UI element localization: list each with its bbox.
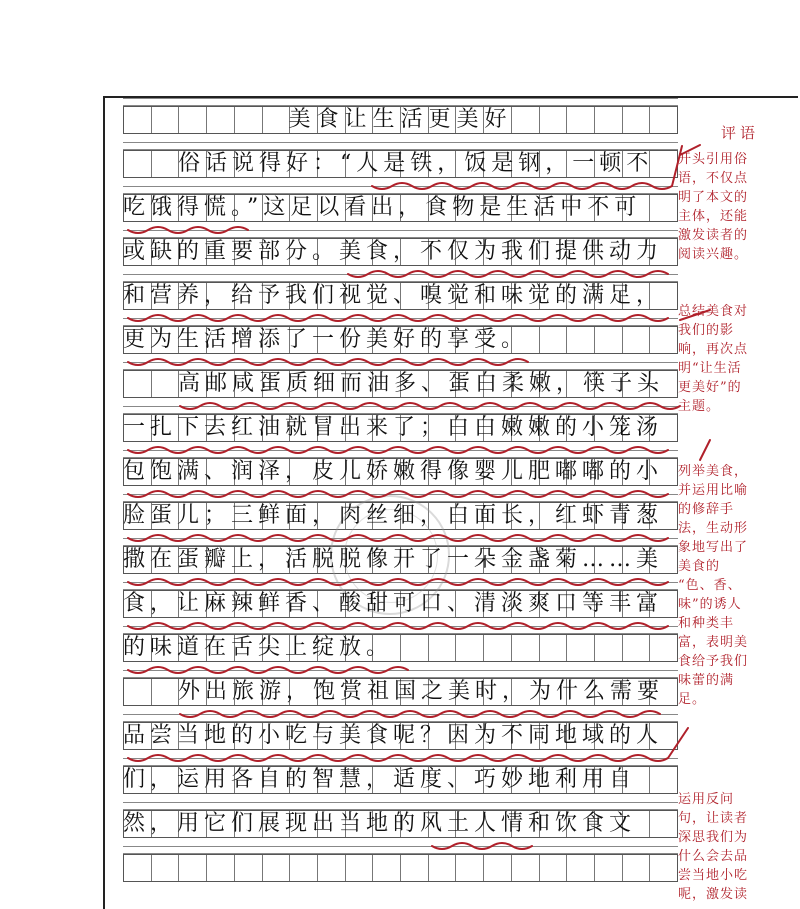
comment-line: 主体，还能 (678, 209, 749, 224)
comment-line: 主题。 (678, 399, 721, 414)
essay-line: 或缺的重要部分。美食，不仅为我们提供动力 (123, 239, 664, 264)
essay-line: 包饱满、润泽，皮儿娇嫩得像婴儿肥嘟嘟的小 (123, 459, 664, 484)
comment-line: 富，表明美 (678, 635, 749, 650)
comment-line: 和种类丰 (678, 616, 735, 631)
comment-block-summary (678, 302, 796, 416)
essay-line: 食，让麻辣鲜香、酸甜可口、清淡爽口等丰富 (123, 591, 664, 616)
comment-line: 总结美食对 (678, 304, 749, 319)
comment-heading: 评语 (720, 124, 759, 142)
essay-line: 撒在蛋瓣上，活脱脱像开了一朵金盏菊……美 (123, 547, 664, 572)
essay-line: 一扎下去红油就冒出来了；白白嫩嫩的小笼汤 (123, 415, 664, 440)
comment-block-food-list (678, 462, 796, 709)
essay-line: 的味道在舌尖上绽放。 (123, 635, 394, 660)
comment-block-rhetorical (678, 790, 796, 904)
comment-line: 句，让读者 (678, 811, 749, 826)
essay-title: 美食让生活更美好 (288, 107, 513, 132)
comment-line: 呢，激发读 (678, 887, 749, 902)
essay-line: 品尝当地的小吃与美食呢？因为不同地域的人 (123, 723, 664, 748)
comment-line: 象地写出了 (678, 540, 749, 555)
essay-line: 们，运用各自的智慧，适度、巧妙地利用自 (123, 767, 637, 792)
essay-line: 吃饿得慌。”这足以看出，食物是生活中不可 (123, 195, 642, 220)
essay-line: 脸蛋儿；三鲜面，肉丝细，白面长，红虾青葱 (123, 503, 664, 528)
comment-line: 味”的诱人 (678, 597, 742, 612)
comment-line: 法，生动形 (678, 521, 749, 536)
comment-line: “色、香、 (678, 578, 742, 593)
comment-line: 食给予我们 (678, 654, 749, 669)
comment-line: 尝当地小吃 (678, 868, 749, 883)
essay-line: 外出旅游，饱赏祖国之美时，为什么需要 (178, 679, 665, 704)
comment-line: 响，再次点 (678, 342, 749, 357)
essay-line: 高邮咸蛋质细而油多、蛋白柔嫩，筷子头 (178, 371, 665, 396)
comment-line: 我们的影 (678, 323, 735, 338)
comment-line: 足。 (678, 692, 707, 707)
comment-line: 明“让生活 (678, 361, 742, 376)
comment-line: 深思我们为 (678, 830, 749, 845)
comment-block-intro (678, 150, 796, 264)
comment-line: 更美好”的 (678, 380, 742, 395)
essay-line: 和营养，给予我们视觉、嗅觉和味觉的满足， (123, 283, 664, 308)
comment-line: 什么会去品 (678, 849, 749, 864)
essay-line: 更为生活增添了一份美好的享受。 (123, 327, 529, 352)
comment-line: 语，不仅点 (678, 171, 749, 186)
comment-line: 阅读兴趣。 (678, 247, 749, 262)
comment-line: 美食的 (678, 559, 721, 574)
comment-line: 并运用比喻 (678, 483, 749, 498)
comment-line: 列举美食， (678, 464, 749, 479)
comment-line: 味蕾的满 (678, 673, 735, 688)
comment-line: 运用反问 (678, 792, 735, 807)
comment-line: 的修辞手 (678, 502, 735, 517)
comment-line: 明了本文的 (678, 190, 749, 205)
comment-line: 激发读者的 (678, 228, 749, 243)
essay-line: 俗话说得好：“人是铁，饭是钢，一顿不 (178, 151, 654, 176)
comment-line: 开头引用俗 (678, 152, 749, 167)
essay-line: 然，用它们展现出当地的风土人情和饮食文 (123, 811, 637, 836)
